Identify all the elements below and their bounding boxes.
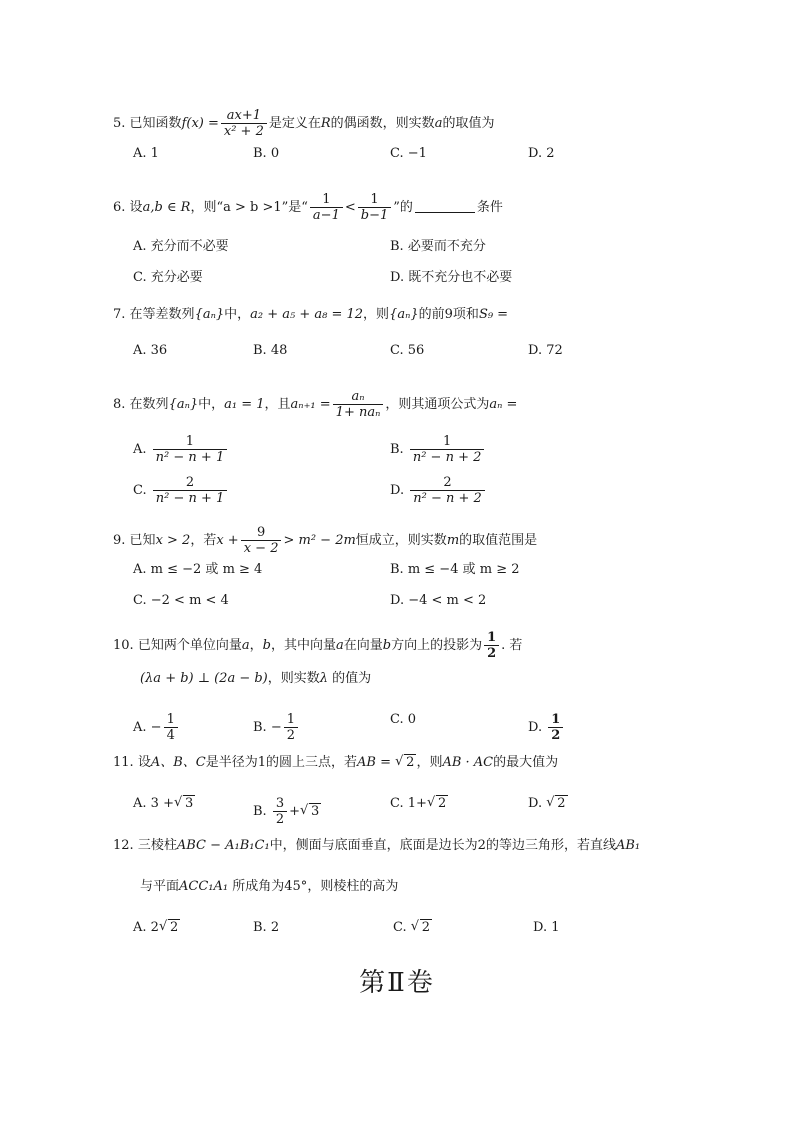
option-d[interactable]: D. $\frac{2}{\text{n² − n + 2}}$ xyxy=(390,475,487,506)
option-d[interactable]: D. 72 xyxy=(528,343,563,358)
option-b[interactable]: B. $\frac{3}{2}$ +√ 3 xyxy=(253,796,321,827)
option-c[interactable]: C. √ 2 xyxy=(393,920,432,936)
option-b[interactable]: B. 48 xyxy=(253,343,288,358)
question-9: 9. 已知x > 2，若x + $\frac{9}{x - 2}$ > m² − 2m恒成立，则实数m的取值范围是 xyxy=(113,525,538,556)
option-b[interactable]: B. 2 xyxy=(253,920,280,935)
fraction: $\frac{2}{\text{n² − n + 2}}$ xyxy=(410,475,485,506)
question-number: 9. xyxy=(113,533,126,548)
question-number: 5. xyxy=(113,116,126,131)
section-title: 第Ⅱ卷 xyxy=(359,968,435,998)
option-d[interactable]: D. √ 2 xyxy=(528,796,568,812)
option-c[interactable]: C. 0 xyxy=(390,712,417,727)
option-a[interactable]: A. 3 +√ 3 xyxy=(133,796,195,812)
option-a[interactable]: A. 1 xyxy=(133,146,159,161)
option-a[interactable]: A. 2√ 2 xyxy=(133,920,180,936)
fraction: $\frac{9}{x - 2}$ xyxy=(241,525,282,556)
question-number: 12. xyxy=(113,838,134,853)
option-a[interactable]: A. $\frac{1}{\text{n² − n + 1}}$ xyxy=(133,434,229,465)
option-a[interactable]: A. 充分而不必要 xyxy=(133,239,229,254)
sqrt: √ 2 xyxy=(427,796,448,812)
fraction: $\frac{1}{a-1}$ xyxy=(310,192,343,223)
option-d[interactable]: D. 2 xyxy=(528,146,555,161)
question-number: 6. xyxy=(113,200,126,215)
question-number: 8. xyxy=(113,397,126,412)
sqrt: √ 3 xyxy=(300,804,321,820)
fraction: $\frac{1}{2}$ xyxy=(284,712,298,743)
sqrt: √ 3 xyxy=(174,796,195,812)
question-10: 10. 已知两个单位向量a，b，其中向量a在向量b方向上的投影为 $\frac{1}{2}$ . 若 xyxy=(113,630,523,661)
option-b[interactable]: B. 必要而不充分 xyxy=(390,239,486,254)
option-b[interactable]: B. $\frac{1}{\text{n² − n + 2}}$ xyxy=(390,434,486,465)
question-11: 11. 设A、B、C是半径为1的圆上三点，若AB = √ 2 ，则AB · AC的最大值为 xyxy=(113,755,558,771)
fraction: $\frac{ax+1}{\text{x² + 2}}$ xyxy=(221,108,267,139)
fraction: $\frac{2}{\text{n² − n + 1}}$ xyxy=(153,475,228,506)
fraction: $\frac{1}{b-1}$ xyxy=(358,192,392,223)
fraction: $\frac{1}{\text{n² − n + 2}}$ xyxy=(410,434,485,465)
vector-b: b xyxy=(262,638,271,653)
question-6: 6. 设a,b ∈ R，则“a > b >1”是“ $\frac{1}{a-1}$ < $\frac{1}{b-1}$ ”的 条件 xyxy=(113,192,503,223)
option-a[interactable]: A. − $\frac{1}{4}$ xyxy=(133,712,180,743)
option-a[interactable]: A. 36 xyxy=(133,343,168,358)
sqrt: √ 2 xyxy=(546,796,567,812)
option-c[interactable]: C. −1 xyxy=(390,146,427,161)
option-c[interactable]: C. 56 xyxy=(390,343,425,358)
option-b[interactable]: B. − $\frac{1}{2}$ xyxy=(253,712,300,743)
question-8: 8. 在数列{aₙ}中，a₁ = 1，且aₙ₊₁ = $\frac{\text{aₙ}}{\text{1+ naₙ}}$ ，则其通项公式为aₙ = xyxy=(113,389,518,420)
question-12: 12. 三棱柱ABC − A₁B₁C₁中，侧面与底面垂直，底面是边长为2的等边三角形，若直线AB₁ xyxy=(113,838,641,853)
fraction: $\frac{1}{2}$ xyxy=(484,630,499,661)
option-a[interactable]: A. m ≤ −2 或 m ≥ 4 xyxy=(133,562,263,577)
question-number: 11. xyxy=(113,755,134,770)
fraction: $\frac{1}{4}$ xyxy=(164,712,178,743)
fraction: $\frac{3}{2}$ xyxy=(273,796,287,827)
vector-a: a xyxy=(241,638,250,653)
option-b[interactable]: B. m ≤ −4 或 m ≥ 2 xyxy=(390,562,520,577)
fraction: $\frac{\text{aₙ}}{\text{1+ naₙ}}$ xyxy=(333,389,384,420)
option-d[interactable]: D. 1 xyxy=(533,920,560,935)
option-c[interactable]: C. −2 < m < 4 xyxy=(133,593,229,608)
option-c[interactable]: C. 充分必要 xyxy=(133,270,203,285)
option-b[interactable]: B. 0 xyxy=(253,146,280,161)
answer-blank xyxy=(415,212,475,213)
fraction: $\frac{1}{2}$ xyxy=(548,712,563,743)
question-7: 7. 在等差数列{aₙ}中，a₂ + a₅ + a₈ = 12，则{aₙ}的前9项和S₉ = xyxy=(113,307,509,322)
question-10-line-2: (λa + b) ⊥ (2a − b)，则实数λ 的值为 xyxy=(140,671,372,686)
sqrt: √ 2 xyxy=(159,920,180,936)
option-d[interactable]: D. 既不充分也不必要 xyxy=(390,270,513,285)
option-c[interactable]: C. $\frac{2}{\text{n² − n + 1}}$ xyxy=(133,475,229,506)
question-5: 5. 已知函数f(x) = $\frac{ax+1}{\text{x² + 2}}$ 是定义在R的偶函数，则实数a的取值为 xyxy=(113,108,495,139)
question-12-line-2: 与平面ACC₁A₁ 所成角为45°，则棱柱的高为 xyxy=(140,879,399,894)
question-number: 10. xyxy=(113,638,134,653)
option-d[interactable]: D. −4 < m < 2 xyxy=(390,593,487,608)
question-number: 7. xyxy=(113,307,126,322)
option-d[interactable]: D. $\frac{1}{2}$ xyxy=(528,712,565,743)
sqrt: √ 2 xyxy=(395,755,416,771)
option-c[interactable]: C. 1+√ 2 xyxy=(390,796,448,812)
fraction: $\frac{1}{\text{n² − n + 1}}$ xyxy=(153,434,228,465)
sqrt: √ 2 xyxy=(411,920,432,936)
